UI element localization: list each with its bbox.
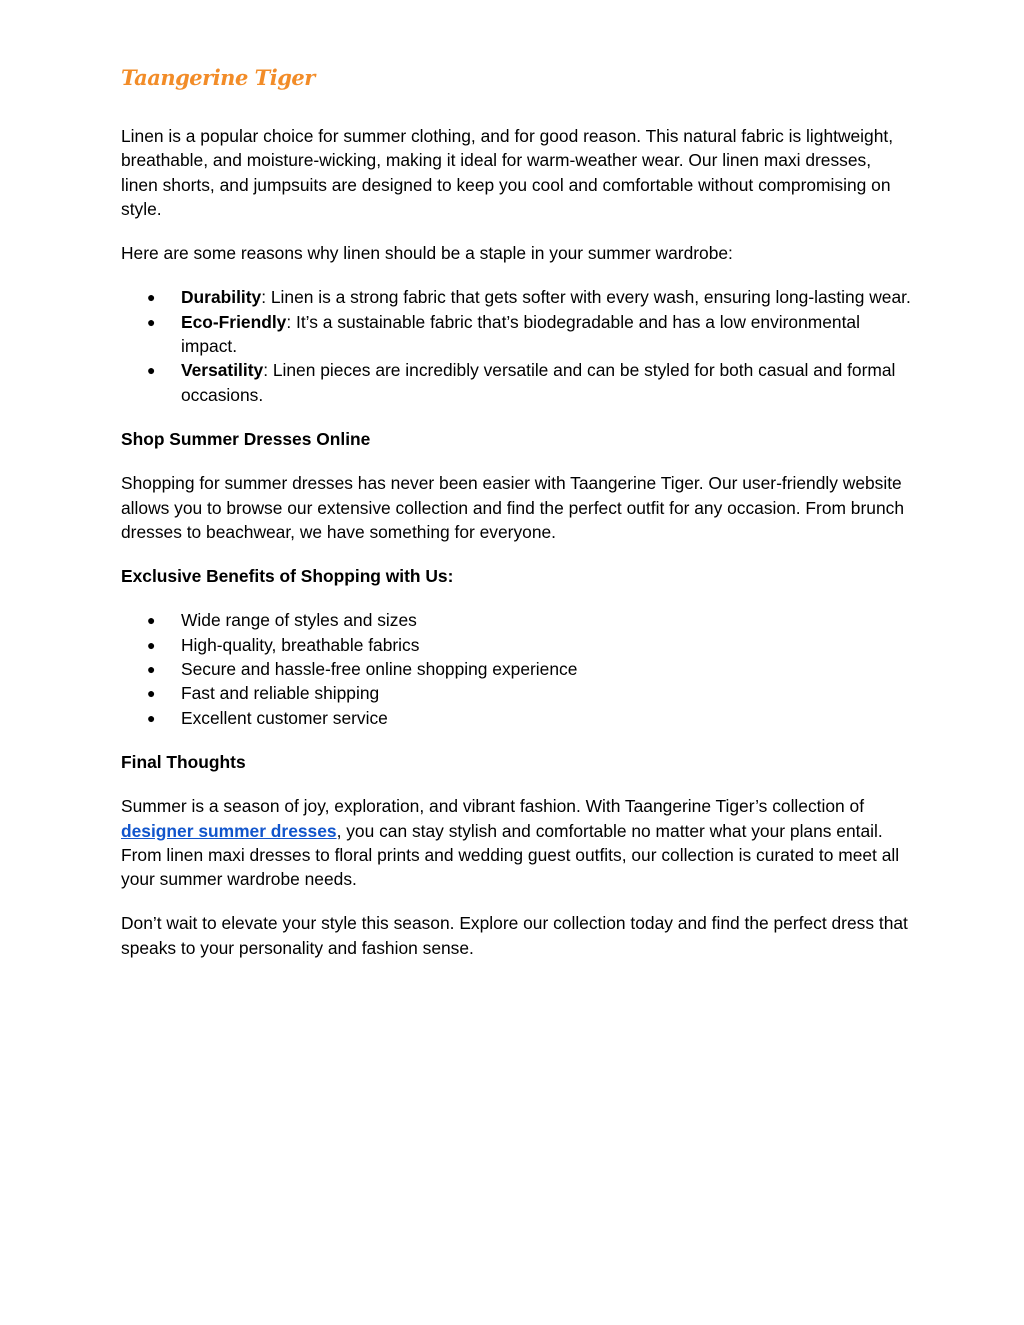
benefit-text: Secure and hassle-free online shopping experience: [181, 659, 578, 680]
final-text-before: Summer is a season of joy, exploration, and vibrant fashion. With Taangerine Tiger’s collection of: [121, 796, 865, 817]
bullet-icon: ●: [147, 661, 156, 678]
reason-text: : It’s a sustainable fabric that’s biodegradable and has a low environmental impact.: [181, 311, 860, 357]
final-heading: Final Thoughts: [121, 751, 246, 772]
bullet-icon: ●: [147, 612, 156, 629]
shop-heading: Shop Summer Dresses Online: [121, 428, 371, 449]
closing-paragraph: Don’t wait to elevate your style this season. Explore our collection today and find the perfect dress that speaks to your personality and fashion sense.: [121, 913, 908, 958]
benefits-heading: Exclusive Benefits of Shopping with Us:: [121, 566, 454, 587]
benefit-text: Fast and reliable shipping: [181, 683, 380, 704]
intro-paragraph: Linen is a popular choice for summer clothing, and for good reason. This natural fabric is lightweight, breathable, and moisture-wicking, making it ideal for warm-weather wear. Our linen maxi dresses, linen shorts, and jumpsuits are designed to keep you cool and comfortable without compromising on style.: [121, 126, 894, 219]
reason-term: Eco-Friendly: [181, 311, 287, 332]
bullet-icon: ●: [147, 362, 156, 379]
reasons-intro: Here are some reasons why linen should be a staple in your summer wardrobe:: [121, 243, 733, 264]
document-page: [121, 58, 911, 980]
list-item: [121, 681, 911, 705]
benefit-text: Excellent customer service: [181, 707, 388, 728]
bullet-icon: ●: [147, 289, 156, 306]
reason-term: Durability: [181, 287, 262, 308]
list-item: [121, 358, 911, 407]
benefit-text: Wide range of styles and sizes: [181, 610, 417, 631]
benefit-text: High-quality, breathable fabrics: [181, 634, 420, 655]
list-item: [121, 657, 911, 681]
reason-term: Versatility: [181, 360, 264, 381]
reason-text: : Linen is a strong fabric that gets softer with every wash, ensuring long-lasting wear.: [261, 287, 911, 308]
list-item: [121, 608, 911, 632]
bullet-icon: ●: [147, 685, 156, 702]
bullet-icon: ●: [147, 313, 156, 330]
final-text-after: , you can stay stylish and comfortable no matter what your plans entail. From linen maxi dresses to floral prints and wedding guest outfits, our collection is curated to meet all your summer wardrobe needs.: [121, 820, 900, 890]
list-item: [121, 310, 911, 359]
bullet-icon: ●: [147, 709, 156, 726]
reason-text: : Linen pieces are incredibly versatile and can be styled for both casual and formal occasions.: [181, 360, 896, 405]
brand-logo: Taangerine Tiger: [121, 65, 315, 90]
reasons-list: [121, 285, 911, 406]
shop-paragraph: Shopping for summer dresses has never been easier with Taangerine Tiger. Our user-friendly website allows you to browse our extensive collection and find the perfect outfit for any occasion. From brunch dresses to beachwear, we have something for everyone.: [121, 473, 904, 542]
benefits-list: [121, 608, 911, 729]
list-item: [121, 285, 911, 309]
list-item: [121, 633, 911, 657]
designer-summer-dresses-link[interactable]: designer summer dresses: [121, 820, 337, 841]
final-paragraph: [121, 794, 911, 891]
bullet-icon: ●: [147, 636, 156, 653]
list-item: [121, 706, 911, 730]
